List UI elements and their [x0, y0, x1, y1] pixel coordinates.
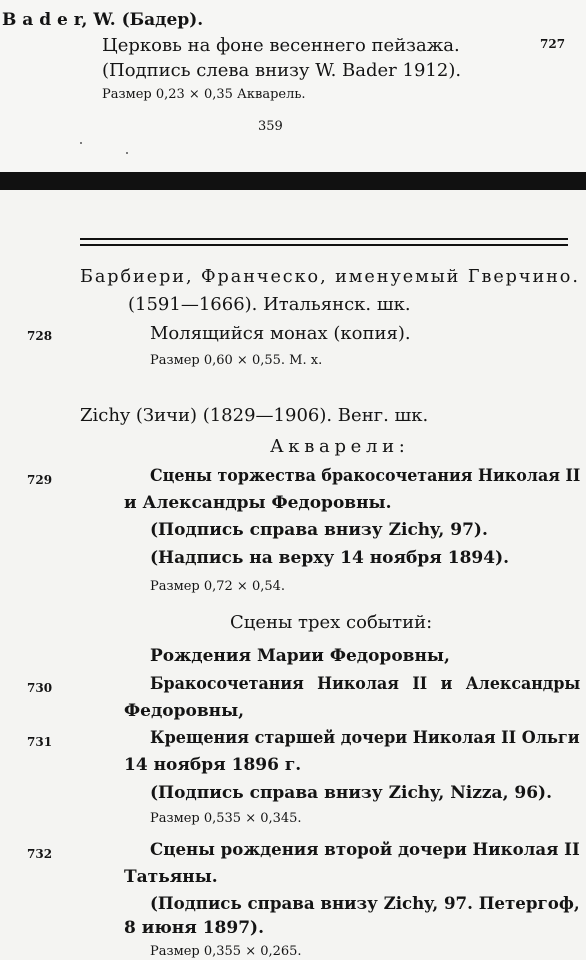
page-number: 359 — [258, 119, 283, 134]
item-732-number: 732 — [27, 847, 53, 861]
item-729-line1: Сцены торжества бракосочетания Николая II — [150, 466, 581, 486]
item-730-line2: Федоровны, — [124, 701, 245, 721]
item-731-size: Размер 0,535 × 0,345. — [150, 811, 302, 826]
bader-title: Церковь на фоне весеннего пейзажа. — [102, 35, 460, 56]
item-729-signature: (Подпись справа внизу Zichy, 97). — [150, 520, 488, 540]
event-maria-feodorovna: Рождения Марии Федоровны, — [150, 646, 450, 666]
item-731-line1: Крещения старшей дочери Николая II Ольги — [150, 728, 580, 748]
barbieri-artist-line2: (1591—1666). Итальянск. шк. — [128, 294, 411, 315]
bader-signature: (Подпись слева внизу W. Bader 1912). — [102, 60, 462, 81]
item-732-signature-line1: (Подпись справа внизу Zichy, 97. Петергоф, — [150, 894, 580, 914]
item-731-signature: (Подпись справа внизу Zichy, Nizza, 96). — [150, 783, 553, 803]
three-events-heading: Сцены трех событий: — [230, 612, 433, 633]
item-729-size: Размер 0,72 × 0,54. — [150, 579, 286, 594]
item-729-line2: и Александры Федоровны. — [124, 493, 392, 513]
item-730-number: 730 — [27, 681, 53, 695]
item-732-line2: Татьяны. — [124, 867, 218, 887]
bader-size: Размер 0,23 × 0,35 Акварель. — [102, 87, 306, 102]
watercolors-heading: Акварели: — [270, 436, 410, 457]
bader-artist: B a d e r, W. (Бадер). — [2, 10, 204, 30]
item-732-size: Размер 0,355 × 0,265. — [150, 944, 302, 959]
barbieri-artist-line1: Барбиери, Франческо, именуемый Гверчино. — [80, 266, 580, 287]
item-732-signature-line2: 8 июня 1897). — [124, 918, 264, 938]
item-729-number: 729 — [27, 473, 53, 487]
item-731-number: 731 — [27, 735, 53, 749]
bader-catalog-number: 727 — [540, 37, 566, 51]
barbieri-title: Молящийся монах (копия). — [150, 323, 411, 344]
item-732-line1: Сцены рождения второй дочери Николая II — [150, 840, 580, 860]
item-731-line2: 14 ноября 1896 г. — [124, 755, 302, 775]
speck — [126, 152, 128, 154]
item-730-line1: Бракосочетания Николая II и Александры — [150, 674, 581, 694]
page-gap — [0, 172, 586, 190]
speck — [80, 142, 82, 144]
item-729-inscription: (Надпись на верху 14 ноября 1894). — [150, 548, 510, 568]
zichy-artist: Zichy (Зичи) (1829—1906). Венг. шк. — [80, 405, 429, 426]
header-rule-bottom — [80, 244, 568, 246]
barbieri-catalog-number: 728 — [27, 329, 53, 343]
barbieri-size: Размер 0,60 × 0,55. М. х. — [150, 353, 323, 368]
header-rule-top — [80, 238, 568, 240]
